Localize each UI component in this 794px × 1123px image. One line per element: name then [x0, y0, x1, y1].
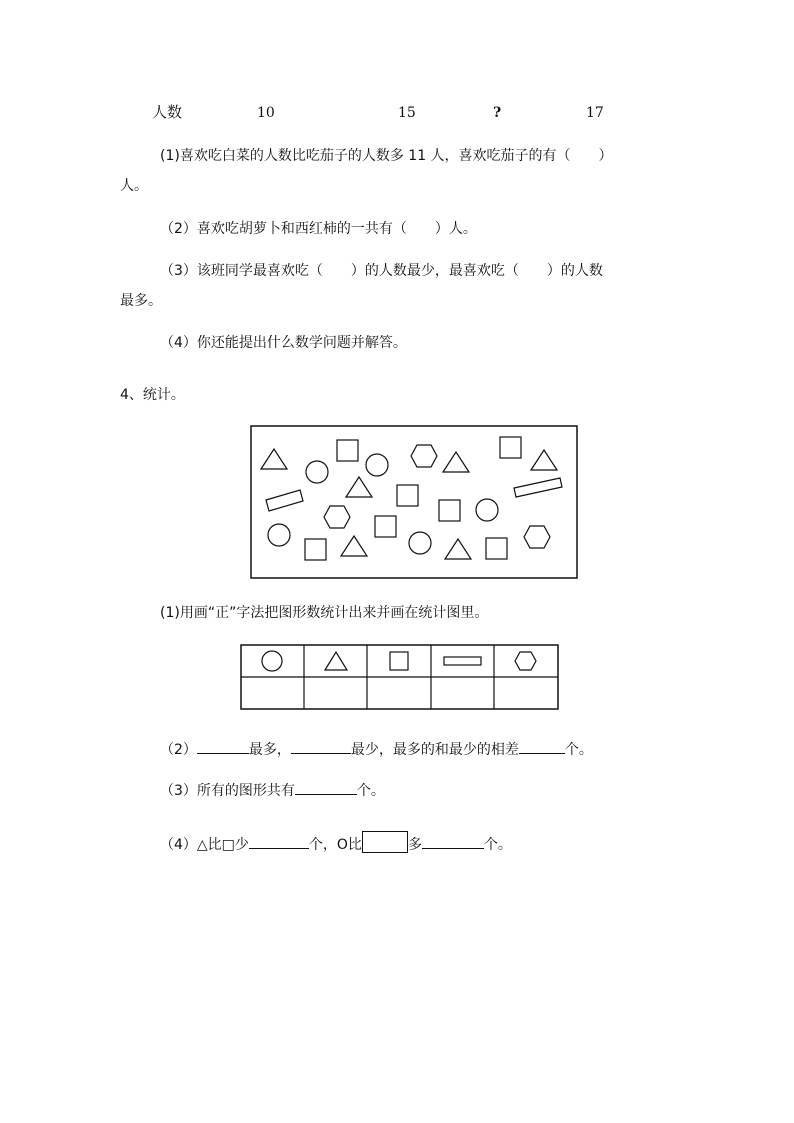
s4-q4-line [160, 831, 512, 854]
square-icon [397, 485, 418, 506]
square-icon [390, 652, 408, 670]
answer-blank-circle-vs-rect[interactable] [422, 834, 484, 849]
hexagon-icon [324, 506, 350, 528]
s4-q4-prefix: （4）△比□少 [160, 837, 249, 853]
tally-cell-hexagon [495, 678, 557, 708]
square-icon [439, 500, 460, 521]
triangle-icon [531, 450, 557, 470]
triangle-icon [445, 539, 471, 559]
q1-text-cont: 人。 [120, 178, 148, 194]
answer-blank-most[interactable] [197, 739, 249, 754]
s4-q2-line [160, 739, 593, 759]
value-10: 10 [257, 105, 275, 121]
q2-text: （2）喜欢吃胡萝卜和西红柿的一共有（ ）人。 [160, 221, 477, 237]
q3-text-cont: 最多。 [120, 293, 162, 309]
s4-q3-suffix: 个。 [356, 783, 385, 799]
s4-q1-text: (1)用画“正”字法把图形数统计出来并画在统计图里。 [160, 605, 489, 621]
hexagon-icon [515, 652, 536, 670]
q3-text: （3）该班同学最喜欢吃（ ）的人数最少，最喜欢吃（ ）的人数 [160, 263, 603, 279]
answer-blank-least[interactable] [291, 739, 351, 754]
answer-blank-tri-vs-square[interactable] [249, 834, 309, 849]
s4-q2-suffix: 个。 [564, 742, 593, 758]
square-icon [375, 516, 396, 537]
circle-icon [409, 532, 431, 554]
value-17: 17 [586, 105, 604, 121]
rectangle-icon [444, 657, 481, 665]
circle-icon [306, 461, 328, 483]
s4-q4-mid2: 多 [407, 837, 422, 853]
rectangle-icon [514, 478, 562, 497]
triangle-icon [325, 652, 347, 670]
q1-text: (1)喜欢吃白菜的人数比吃茄子的人数多 11 人，喜欢吃茄子的有（ ） [160, 148, 613, 164]
value-15: 15 [398, 105, 416, 121]
answer-blank-difference[interactable] [519, 739, 565, 754]
s4-q4-suffix: 个。 [483, 837, 512, 853]
circle-icon [366, 454, 388, 476]
shapes-frame [251, 426, 577, 578]
triangle-icon [346, 477, 372, 497]
answer-blank-total[interactable] [295, 780, 357, 795]
triangle-icon [341, 536, 367, 556]
square-icon [486, 538, 507, 559]
section4-heading: 4、统计。 [120, 387, 185, 403]
triangle-icon [261, 449, 287, 469]
tally-cell-triangle [305, 678, 366, 708]
s4-q2-mid1: 最多， [248, 742, 291, 758]
square-icon [305, 539, 326, 560]
tally-cell-circle [242, 678, 303, 708]
s4-q2-prefix: （2） [160, 742, 197, 758]
square-icon [500, 437, 521, 458]
hexagon-icon [524, 526, 550, 548]
tally-cell-square [368, 678, 430, 708]
tally-cell-rectangle [432, 678, 493, 708]
rectangle-icon [362, 831, 408, 853]
square-icon [337, 440, 358, 461]
rectangle-icon [266, 490, 303, 511]
triangle-icon [443, 452, 469, 472]
row-label: 人数 [152, 103, 183, 121]
circle-icon [262, 651, 282, 671]
hexagon-icon [411, 445, 437, 467]
s4-q3-line [160, 780, 385, 800]
circle-icon [476, 499, 498, 521]
s4-q3-prefix: （3）所有的图形共有 [160, 783, 295, 799]
circle-icon [268, 524, 290, 546]
s4-q2-mid2: 最少，最多的和最少的相差 [350, 742, 519, 758]
s4-q4-mid: 个，O比 [308, 837, 362, 853]
q4-text: （4）你还能提出什么数学问题并解答。 [160, 335, 407, 351]
value-unknown: ? [493, 105, 502, 121]
